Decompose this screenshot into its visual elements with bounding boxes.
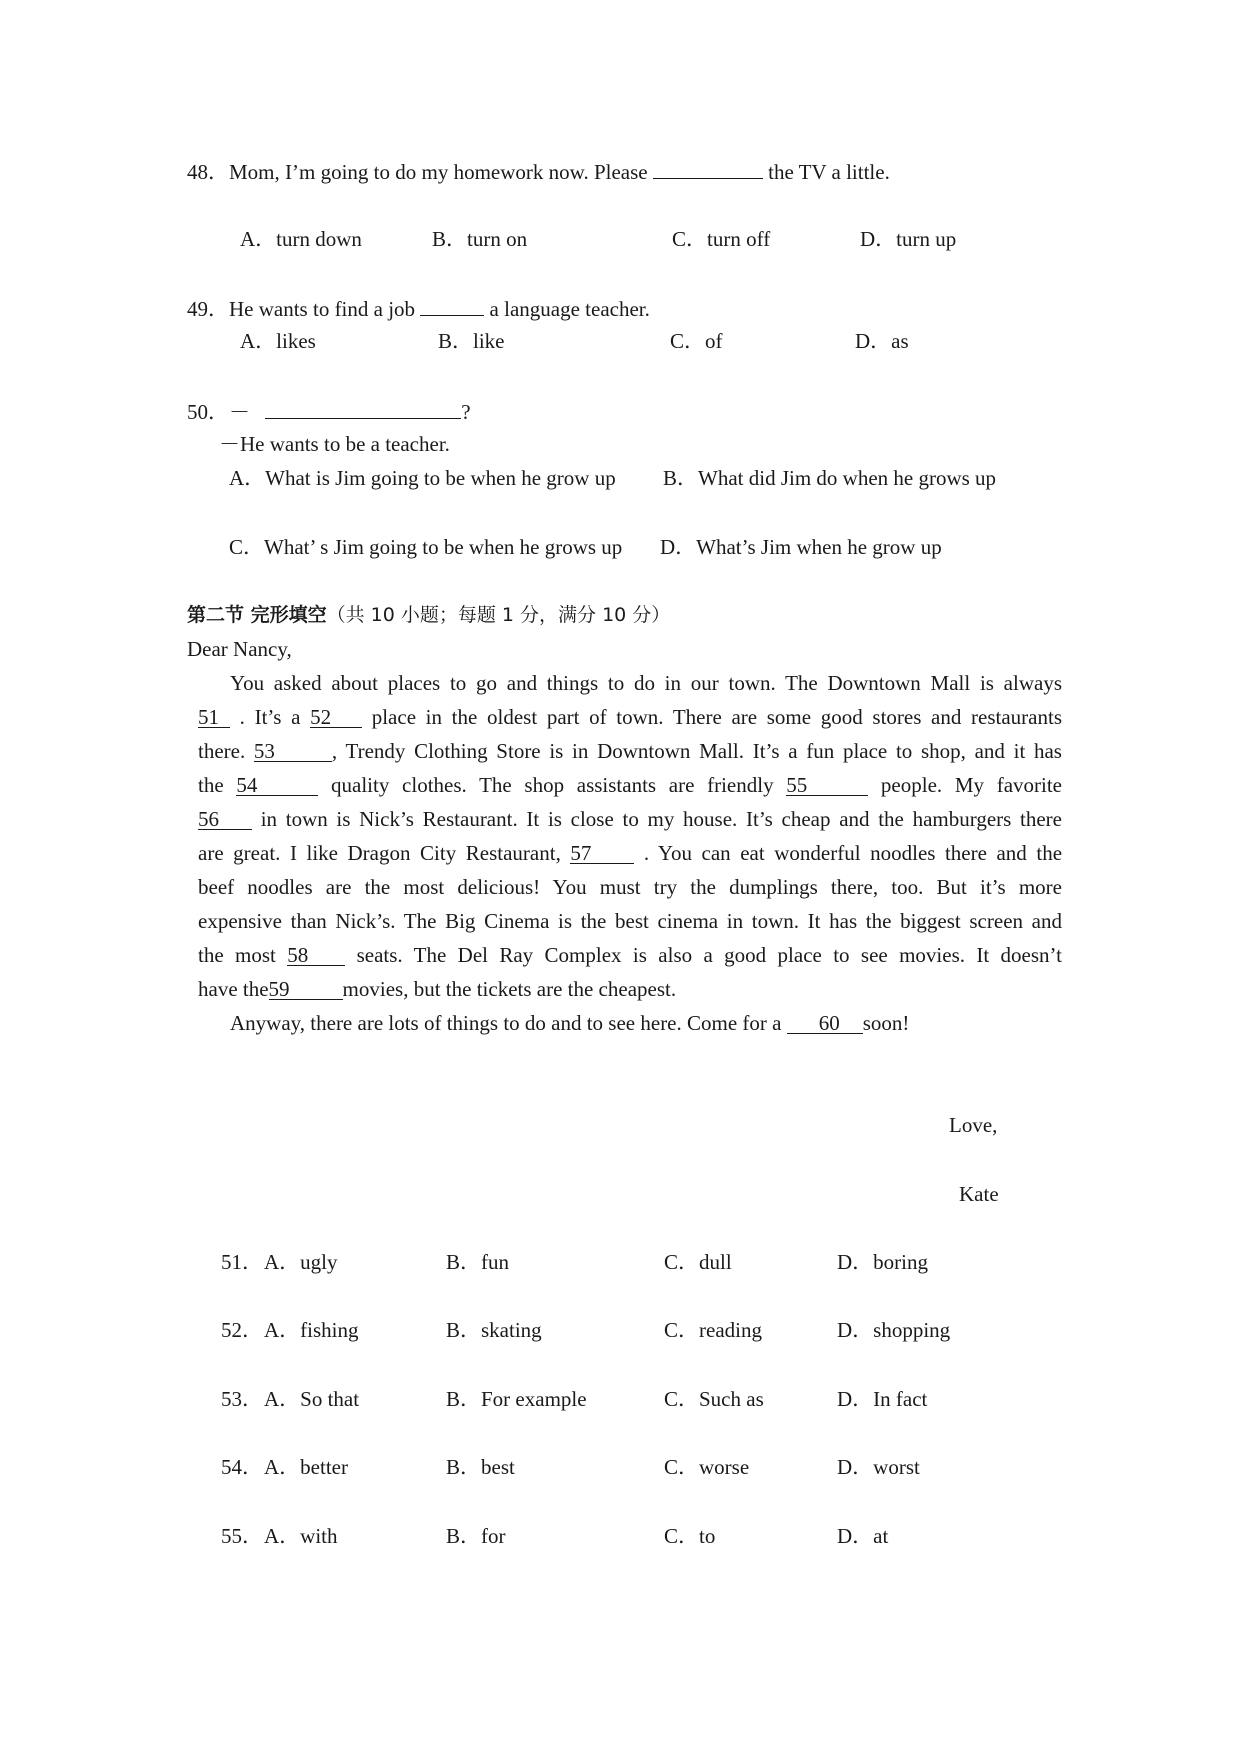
cloze-option-c[interactable]: C．worse (664, 1455, 750, 1479)
q49-stem-text-b: a language teacher. (489, 297, 650, 321)
cloze-option-number: 52． (221, 1318, 263, 1342)
q48-stem (187, 160, 890, 183)
letter-text: You asked about places to go and things to do in our town. The Downtown Mall is always (230, 671, 1062, 695)
letter-text: have the (198, 977, 269, 1001)
q50-stem-text-b: ? (461, 400, 471, 424)
cloze-blank-57[interactable]: 57 (570, 843, 634, 864)
letter-line-10 (198, 979, 1062, 1000)
cloze-option-a[interactable]: A．fishing (264, 1318, 359, 1342)
cloze-option-number: 54． (221, 1455, 263, 1479)
q49-option-d[interactable]: D．as (855, 329, 909, 353)
q49-option-b[interactable]: B．like (438, 329, 505, 353)
cloze-blank-55[interactable]: 55 (786, 775, 868, 796)
cloze-blank-54[interactable]: 54 (236, 775, 318, 796)
letter-line-7 (198, 877, 1062, 898)
q50-answer-blank[interactable] (265, 400, 461, 419)
cloze-option-number: 51． (221, 1250, 263, 1274)
q49-option-c[interactable]: C．of (670, 329, 723, 353)
letter-text: . It’s a (230, 705, 311, 729)
letter-line-2 (198, 707, 1062, 728)
q48-option-d[interactable]: D．turn up (860, 227, 957, 251)
letter-text: place in the oldest part of town. There are some good stores and restaurants (362, 705, 1062, 729)
cloze-blank-58[interactable]: 58 (287, 945, 345, 966)
cloze-option-a[interactable]: A．So that (264, 1387, 360, 1411)
cloze-option-d[interactable]: D．boring (837, 1250, 928, 1274)
letter-text: are great. I like Dragon City Restaurant, (198, 841, 571, 865)
cloze-blank-56[interactable]: 56 (198, 809, 252, 830)
cloze-option-a[interactable]: A．ugly (264, 1250, 338, 1274)
cloze-blank-60[interactable]: 60 (787, 1013, 863, 1034)
letter-text: the most (198, 943, 288, 967)
letter-line-6 (198, 843, 1062, 864)
cloze-option-b[interactable]: B．fun (446, 1250, 509, 1274)
section-heading (187, 604, 670, 625)
q49-stem-text-a: 49．He wants to find a job (187, 297, 416, 321)
letter-greeting: Dear Nancy, (187, 637, 292, 661)
cloze-option-c[interactable]: C．to (664, 1524, 716, 1548)
letter-line-1 (198, 673, 1062, 694)
cloze-blank-52[interactable]: 52 (310, 707, 362, 728)
letter-signature: Kate (959, 1182, 999, 1206)
letter-text: . You can eat wonderful noodles there and the (634, 841, 1063, 865)
q49-stem (187, 297, 650, 320)
cloze-option-a[interactable]: A．better (264, 1455, 348, 1479)
q48-stem-text-b: the TV a little. (768, 160, 890, 184)
q48-option-b[interactable]: B．turn on (432, 227, 528, 251)
letter-text: Anyway, there are lots of things to do and to see here. Come for a (230, 1011, 787, 1035)
q50-stem-text-a: 50．－ (187, 400, 250, 424)
cloze-option-a[interactable]: A．with (264, 1524, 338, 1548)
letter-text: expensive than Nick’s. The Big Cinema is the best cinema in town. It has the biggest screen and (198, 909, 1062, 933)
cloze-blank-59[interactable]: 59 (269, 979, 343, 1000)
cloze-option-c[interactable]: C．reading (664, 1318, 762, 1342)
cloze-blank-51[interactable]: 51 (198, 707, 230, 728)
letter-text: seats. The Del Ray Complex is also a good place to see movies. It doesn’t (345, 943, 1062, 967)
q50-stem (187, 400, 471, 423)
letter-text: movies, but the tickets are the cheapest. (342, 977, 677, 1001)
letter-text: beef noodles are the most delicious! You must try the dumplings there, too. But it’s more (198, 875, 1062, 899)
letter-text: quality clothes. The shop assistants are friendly (318, 773, 787, 797)
q48-option-c[interactable]: C．turn off (672, 227, 771, 251)
cloze-option-b[interactable]: B．best (446, 1455, 515, 1479)
q48-answer-blank[interactable] (653, 160, 763, 179)
letter-text: , Trendy Clothing Store is in Downtown Mall. It’s a fun place to shop, and it has (331, 739, 1062, 763)
letter-line-3 (198, 741, 1062, 762)
q48-option-a[interactable]: A．turn down (240, 227, 362, 251)
q49-option-a[interactable]: A．likes (240, 329, 316, 353)
section-heading-title: 第二节 完形填空 (187, 604, 327, 626)
q50-option-b[interactable]: B．What did Jim do when he grows up (663, 466, 997, 490)
cloze-blank-53[interactable]: 53 (254, 741, 332, 762)
letter-line-4 (198, 775, 1062, 796)
q48-stem-text-a: 48．Mom, I’m going to do my homework now. Please (187, 160, 648, 184)
letter-text: in town is Nick’s Restaurant. It is close to my house. It’s cheap and the hamburgers there (252, 807, 1062, 831)
cloze-option-c[interactable]: C．dull (664, 1250, 732, 1274)
letter-line-11 (198, 1013, 1062, 1034)
letter-closing: Love, (949, 1113, 998, 1137)
cloze-option-b[interactable]: B．skating (446, 1318, 542, 1342)
cloze-option-c[interactable]: C．Such as (664, 1387, 764, 1411)
cloze-option-d[interactable]: D．at (837, 1524, 889, 1548)
q50-option-d[interactable]: D．What’s Jim when he grow up (660, 535, 942, 559)
cloze-option-b[interactable]: B．for (446, 1524, 506, 1548)
cloze-option-d[interactable]: D．shopping (837, 1318, 951, 1342)
q50-option-a[interactable]: A．What is Jim going to be when he grow up (229, 466, 616, 490)
letter-line-5 (198, 809, 1062, 830)
q50-reply: －He wants to be a teacher. (219, 432, 450, 456)
section-heading-scoring: （共 10 小题；每题 1 分，满分 10 分） (326, 604, 671, 626)
q50-option-c[interactable]: C．What’ s Jim going to be when he grows up (229, 535, 623, 559)
letter-text: the (198, 773, 237, 797)
letter-text: people. My favorite (868, 773, 1062, 797)
cloze-option-d[interactable]: D．In fact (837, 1387, 928, 1411)
cloze-option-b[interactable]: B．For example (446, 1387, 587, 1411)
q49-answer-blank[interactable] (420, 297, 484, 316)
cloze-option-d[interactable]: D．worst (837, 1455, 920, 1479)
letter-text: there. (198, 739, 254, 763)
letter-line-8 (198, 911, 1062, 932)
letter-line-9 (198, 945, 1062, 966)
cloze-option-number: 53． (221, 1387, 263, 1411)
letter-text: soon! (862, 1011, 910, 1035)
cloze-option-number: 55． (221, 1524, 263, 1548)
